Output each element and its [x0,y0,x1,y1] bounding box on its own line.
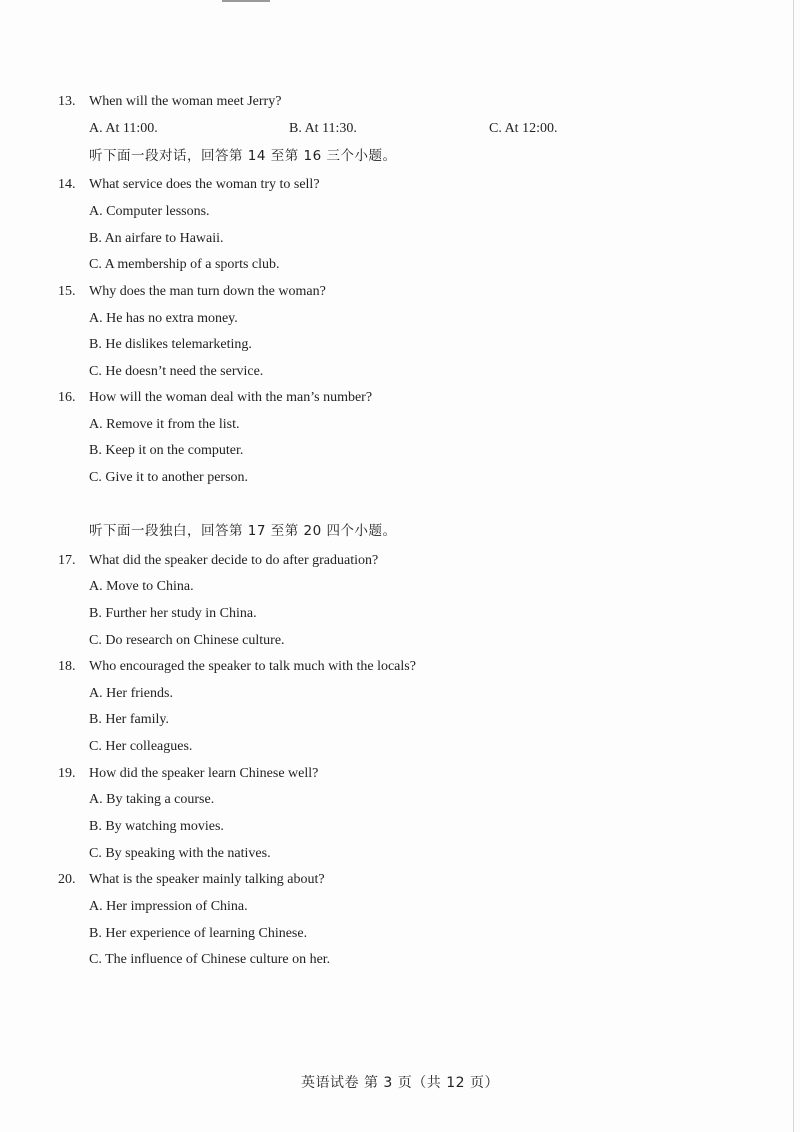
question-text: How did the speaker learn Chinese well? [89,766,319,781]
question-number: 16. [58,390,76,405]
option-15-a: A. He has no extra money. [89,311,238,326]
option-20-a: A. Her impression of China. [89,899,248,914]
option-17-b: B. Further her study in China. [89,606,257,621]
question-number: 15. [58,284,76,299]
section-instruction: 听下面一段对话，回答第 14 至第 16 三个小题。 [89,148,397,164]
option-20-c: C. The influence of Chinese culture on her. [89,952,331,967]
page-edge [793,0,794,1132]
page-footer: 英语试卷 第 3 页（共 12 页） [301,1075,499,1091]
option-19-b: B. By watching movies. [89,819,224,834]
question-text: When will the woman meet Jerry? [89,94,282,109]
question-text: What did the speaker decide to do after graduation? [89,553,379,568]
question-number: 18. [58,659,76,674]
question-number: 13. [58,94,76,109]
option-17-a: A. Move to China. [89,579,194,594]
option-18-b: B. Her family. [89,712,169,727]
option-14-c: C. A membership of a sports club. [89,257,280,272]
scan-mark [222,0,270,2]
option-14-a: A. Computer lessons. [89,204,210,219]
section-instruction: 听下面一段独白，回答第 17 至第 20 四个小题。 [89,523,397,539]
option-15-b: B. He dislikes telemarketing. [89,337,252,352]
option-13-c: C. At 12:00. [489,121,558,136]
option-13-b: B. At 11:30. [289,121,357,136]
option-15-c: C. He doesn’t need the service. [89,364,264,379]
question-text: Why does the man turn down the woman? [89,284,326,299]
question-number: 17. [58,553,76,568]
question-number: 19. [58,766,76,781]
option-16-c: C. Give it to another person. [89,470,249,485]
question-text: What is the speaker mainly talking about? [89,872,325,887]
option-18-a: A. Her friends. [89,686,173,701]
option-16-a: A. Remove it from the list. [89,417,240,432]
question-number: 20. [58,872,76,887]
option-17-c: C. Do research on Chinese culture. [89,633,285,648]
question-number: 14. [58,177,76,192]
question-text: How will the woman deal with the man’s number? [89,390,373,405]
option-18-c: C. Her colleagues. [89,739,193,754]
option-19-c: C. By speaking with the natives. [89,846,271,861]
option-19-a: A. By taking a course. [89,792,215,807]
option-14-b: B. An airfare to Hawaii. [89,231,224,246]
option-16-b: B. Keep it on the computer. [89,443,244,458]
option-20-b: B. Her experience of learning Chinese. [89,926,308,941]
question-text: Who encouraged the speaker to talk much with the locals? [89,659,416,674]
question-text: What service does the woman try to sell? [89,177,320,192]
option-13-a: A. At 11:00. [89,121,158,136]
